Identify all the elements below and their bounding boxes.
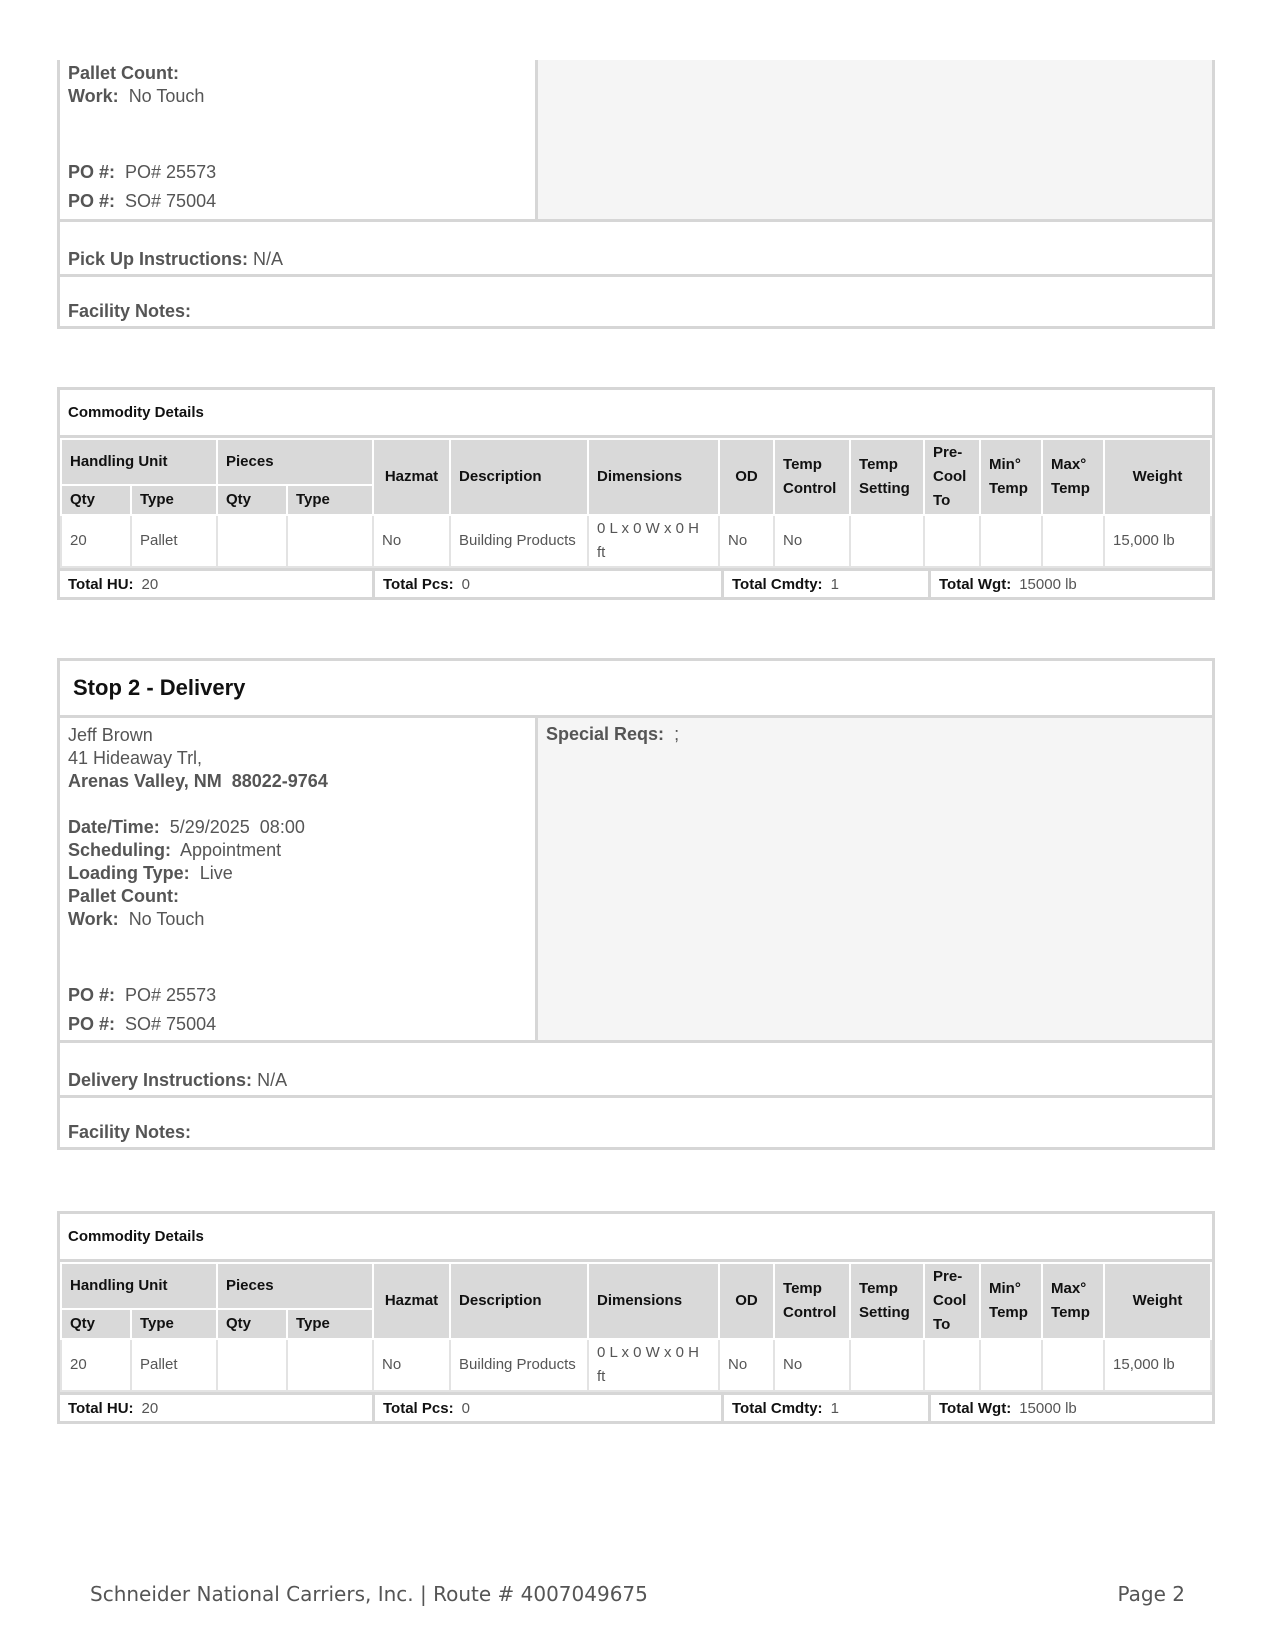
header-temp-control: Temp Control: [774, 439, 850, 515]
cell-hazmat: No: [373, 515, 450, 567]
loading-type-value: Live: [199, 863, 233, 883]
header-pre-cool-to: Pre-Cool To: [924, 1263, 980, 1339]
consignee-name: Jeff Brown: [68, 725, 153, 745]
delivery-instructions-value: N/A: [257, 1070, 288, 1090]
facility-notes-label: Facility Notes:: [68, 301, 192, 321]
header-max-temp: Max° Temp: [1042, 1263, 1104, 1339]
header-hazmat: Hazmat: [373, 1263, 450, 1339]
so-value: SO# 75004: [125, 191, 217, 211]
cell-hu-qty: 20: [61, 515, 131, 567]
special-reqs-panel: [538, 718, 1212, 1040]
table-row: [61, 1339, 1211, 1391]
consignee-address: 41 Hideaway Trl,: [68, 748, 203, 768]
loading-type-label: Loading Type:: [68, 863, 190, 883]
header-description: Description: [450, 1263, 588, 1339]
total-hu-value: 20: [141, 575, 159, 593]
special-reqs-label: Special Reqs:: [546, 724, 665, 744]
page-number: Page 2: [1117, 1582, 1185, 1606]
total-pcs-value: 0: [461, 575, 470, 593]
header-dimensions: Dimensions: [588, 439, 719, 515]
pickup-instructions-label: Pick Up Instructions:: [68, 249, 249, 269]
commodity-details-title: Commodity Details: [60, 390, 1212, 438]
header-handling-unit: Handling Unit: [61, 439, 217, 485]
header-temp-control: Temp Control: [774, 1263, 850, 1339]
so-value: SO# 75004: [125, 1014, 217, 1034]
pallet-count-label: Pallet Count:: [68, 886, 179, 906]
stop2-panel: [57, 658, 1215, 1150]
pickup-instructions-row: [60, 222, 1212, 274]
po-label: PO #:: [68, 985, 116, 1005]
header-pieces: Pieces: [217, 1263, 373, 1309]
cell-pre-cool: [924, 1339, 980, 1391]
header-pc-type: Type: [287, 1309, 373, 1339]
header-pc-qty: Qty: [217, 485, 287, 515]
work-label: Work:: [68, 909, 119, 929]
datetime-value: 5/29/2025 08:00: [169, 817, 305, 837]
consignee-city: Arenas Valley, NM 88022-9764: [68, 771, 328, 791]
po-label: PO #:: [68, 191, 116, 211]
cell-od: No: [719, 515, 774, 567]
cell-temp-control: No: [774, 515, 850, 567]
table-row: [61, 515, 1211, 567]
cell-hu-type: Pallet: [131, 1339, 217, 1391]
header-pc-type: Type: [287, 485, 373, 515]
scheduling-label: Scheduling:: [68, 840, 171, 860]
work-label: Work:: [68, 86, 119, 106]
cell-weight: 15,000 lb: [1104, 1339, 1211, 1391]
stop2-title: Stop 2 - Delivery: [60, 661, 1212, 718]
page-footer: [90, 1582, 1185, 1606]
cell-pc-qty: [217, 515, 287, 567]
header-min-temp: Min° Temp: [980, 439, 1042, 515]
total-cmdty-value: 1: [830, 575, 839, 593]
work-value: No Touch: [128, 909, 205, 929]
header-od: OD: [719, 439, 774, 515]
cell-pc-type: [287, 1339, 373, 1391]
scheduling-value: Appointment: [180, 840, 282, 860]
facility-notes-label: Facility Notes:: [68, 1122, 192, 1142]
cell-description: Building Products: [450, 1339, 588, 1391]
cell-pc-qty: [217, 1339, 287, 1391]
pickup-instructions-value: N/A: [253, 249, 284, 269]
total-wgt-value: 15000 lb: [1019, 1399, 1077, 1417]
header-hu-qty: Qty: [61, 1309, 131, 1339]
commodity-table: [60, 438, 1212, 568]
total-wgt-label: Total Wgt:: [939, 575, 1012, 593]
cell-dimensions: 0 L x 0 W x 0 H ft: [588, 515, 719, 567]
po-label: PO #:: [68, 1014, 116, 1034]
cell-min-temp: [980, 1339, 1042, 1391]
po-value: PO# 25573: [125, 985, 217, 1005]
special-reqs-value: ;: [674, 724, 680, 744]
header-max-temp: Max° Temp: [1042, 439, 1104, 515]
total-hu-label: Total HU:: [68, 1399, 134, 1417]
cell-dimensions: 0 L x 0 W x 0 H ft: [588, 1339, 719, 1391]
total-hu-value: 20: [141, 1399, 159, 1417]
total-cmdty-label: Total Cmdty:: [732, 1399, 823, 1417]
cell-min-temp: [980, 515, 1042, 567]
cell-max-temp: [1042, 515, 1104, 567]
stop1-panel: [57, 60, 1215, 329]
cell-temp-control: No: [774, 1339, 850, 1391]
po-value: PO# 25573: [125, 162, 217, 182]
cell-hu-type: Pallet: [131, 515, 217, 567]
footer-route: Schneider National Carriers, Inc. | Route # 4007049675: [90, 1582, 648, 1606]
totals-row: [60, 1392, 1212, 1421]
header-temp-setting: Temp Setting: [850, 1263, 924, 1339]
header-weight: Weight: [1104, 1263, 1211, 1339]
pallet-count-label: Pallet Count:: [68, 63, 179, 83]
header-temp-setting: Temp Setting: [850, 439, 924, 515]
header-hu-qty: Qty: [61, 485, 131, 515]
header-hu-type: Type: [131, 485, 217, 515]
cell-max-temp: [1042, 1339, 1104, 1391]
cell-description: Building Products: [450, 515, 588, 567]
po-label: PO #:: [68, 162, 116, 182]
total-wgt-value: 15000 lb: [1019, 575, 1077, 593]
facility-notes-row: [60, 274, 1212, 326]
header-pc-qty: Qty: [217, 1309, 287, 1339]
total-cmdty-label: Total Cmdty:: [732, 575, 823, 593]
header-hu-type: Type: [131, 1309, 217, 1339]
header-pre-cool-to: Pre-Cool To: [924, 439, 980, 515]
delivery-instructions-row: [60, 1043, 1212, 1095]
header-weight: Weight: [1104, 439, 1211, 515]
total-pcs-label: Total Pcs:: [383, 575, 454, 593]
header-min-temp: Min° Temp: [980, 1263, 1042, 1339]
cell-weight: 15,000 lb: [1104, 515, 1211, 567]
header-hazmat: Hazmat: [373, 439, 450, 515]
total-cmdty-value: 1: [830, 1399, 839, 1417]
stop1-side-panel: [538, 60, 1212, 219]
header-description: Description: [450, 439, 588, 515]
cell-temp-setting: [850, 1339, 924, 1391]
total-hu-label: Total HU:: [68, 575, 134, 593]
total-pcs-label: Total Pcs:: [383, 1399, 454, 1417]
header-dimensions: Dimensions: [588, 1263, 719, 1339]
delivery-instructions-label: Delivery Instructions:: [68, 1070, 253, 1090]
total-wgt-label: Total Wgt:: [939, 1399, 1012, 1417]
commodity-table: [60, 1262, 1212, 1392]
work-value: No Touch: [128, 86, 205, 106]
facility-notes-row: [60, 1095, 1212, 1147]
header-pieces: Pieces: [217, 439, 373, 485]
cell-od: No: [719, 1339, 774, 1391]
cell-pc-type: [287, 515, 373, 567]
cell-hazmat: No: [373, 1339, 450, 1391]
header-od: OD: [719, 1263, 774, 1339]
commodity-details-panel-2: [57, 1211, 1215, 1424]
cell-hu-qty: 20: [61, 1339, 131, 1391]
totals-row: [60, 568, 1212, 597]
datetime-label: Date/Time:: [68, 817, 160, 837]
cell-pre-cool: [924, 515, 980, 567]
header-handling-unit: Handling Unit: [61, 1263, 217, 1309]
commodity-details-panel-1: [57, 387, 1215, 600]
cell-temp-setting: [850, 515, 924, 567]
commodity-details-title: Commodity Details: [60, 1214, 1212, 1262]
total-pcs-value: 0: [461, 1399, 470, 1417]
